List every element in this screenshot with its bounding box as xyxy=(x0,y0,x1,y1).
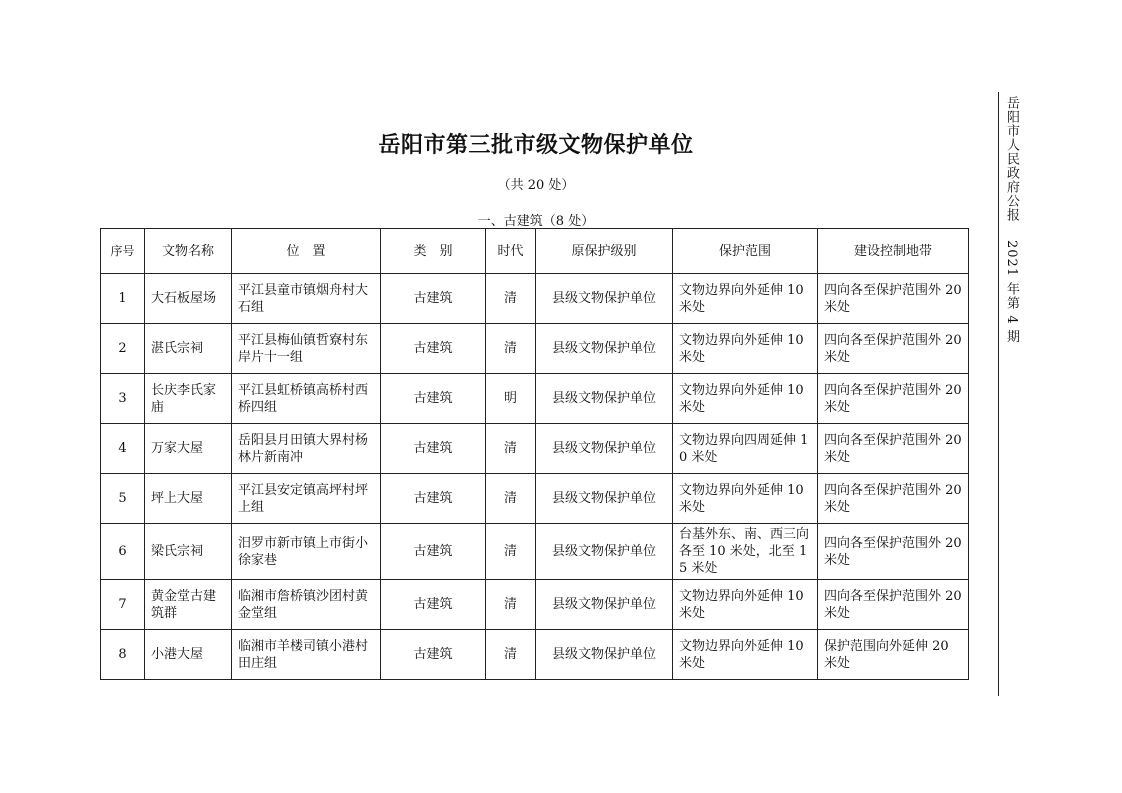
cell-era: 清 xyxy=(486,580,536,630)
cell-category: 古建筑 xyxy=(381,274,486,324)
cell-name: 长庆李氏家庙 xyxy=(145,374,232,424)
cell-control-zone: 四向各至保护范围外 20 米处 xyxy=(818,274,969,324)
header-location: 位 置 xyxy=(232,229,381,274)
relics-table xyxy=(100,228,969,680)
cell-name: 万家大屋 xyxy=(145,424,232,474)
cell-location: 临湘市詹桥镇沙团村黄金堂组 xyxy=(232,580,381,630)
cell-category: 古建筑 xyxy=(381,324,486,374)
header-name: 文物名称 xyxy=(145,229,232,274)
cell-seq: 7 xyxy=(101,580,145,630)
cell-scope: 文物边界向外延伸 10 米处 xyxy=(673,274,818,324)
table-row xyxy=(101,630,969,680)
cell-scope: 文物边界向外延伸 10 米处 xyxy=(673,474,818,524)
cell-category: 古建筑 xyxy=(381,424,486,474)
header-control-zone: 建设控制地带 xyxy=(818,229,969,274)
cell-category: 古建筑 xyxy=(381,524,486,580)
cell-seq: 5 xyxy=(101,474,145,524)
cell-era: 清 xyxy=(486,474,536,524)
cell-scope: 文物边界向外延伸 10 米处 xyxy=(673,580,818,630)
table-row xyxy=(101,274,969,324)
cell-category: 古建筑 xyxy=(381,474,486,524)
cell-original-level: 县级文物保护单位 xyxy=(536,580,673,630)
cell-original-level: 县级文物保护单位 xyxy=(536,424,673,474)
cell-seq: 1 xyxy=(101,274,145,324)
cell-era: 清 xyxy=(486,274,536,324)
cell-control-zone: 四向各至保护范围外 20 米处 xyxy=(818,374,969,424)
table-row xyxy=(101,474,969,524)
document-subtitle: （共 20 处） xyxy=(497,178,575,193)
cell-name: 大石板屋场 xyxy=(145,274,232,324)
document-title: 岳阳市第三批市级文物保护单位 xyxy=(378,132,694,158)
cell-scope: 文物边界向外延伸 10 米处 xyxy=(673,630,818,680)
header-original-level: 原保护级别 xyxy=(536,229,673,274)
cell-name: 湛氏宗祠 xyxy=(145,324,232,374)
cell-control-zone: 四向各至保护范围外 20 米处 xyxy=(818,424,969,474)
side-divider-rule xyxy=(998,92,999,696)
cell-category: 古建筑 xyxy=(381,580,486,630)
table-row xyxy=(101,580,969,630)
cell-location: 平江县童市镇烟舟村大石组 xyxy=(232,274,381,324)
cell-scope: 文物边界向四周延伸 10 米处 xyxy=(673,424,818,474)
cell-seq: 4 xyxy=(101,424,145,474)
cell-location: 临湘市羊楼司镇小港村田庄组 xyxy=(232,630,381,680)
cell-name: 梁氏宗祠 xyxy=(145,524,232,580)
cell-control-zone: 保护范围向外延伸 20 米处 xyxy=(818,630,969,680)
cell-name: 小港大屋 xyxy=(145,630,232,680)
cell-control-zone: 四向各至保护范围外 20 米处 xyxy=(818,524,969,580)
cell-scope: 台基外东、南、西三向各至 10 米处，北至 15 米处 xyxy=(673,524,818,580)
cell-category: 古建筑 xyxy=(381,630,486,680)
cell-original-level: 县级文物保护单位 xyxy=(536,274,673,324)
cell-era: 清 xyxy=(486,424,536,474)
cell-original-level: 县级文物保护单位 xyxy=(536,324,673,374)
cell-category: 古建筑 xyxy=(381,374,486,424)
cell-control-zone: 四向各至保护范围外 20 米处 xyxy=(818,580,969,630)
cell-seq: 6 xyxy=(101,524,145,580)
table-row xyxy=(101,324,969,374)
header-scope: 保护范围 xyxy=(673,229,818,274)
table-header-row xyxy=(101,229,969,274)
cell-original-level: 县级文物保护单位 xyxy=(536,474,673,524)
cell-original-level: 县级文物保护单位 xyxy=(536,524,673,580)
header-category: 类 别 xyxy=(381,229,486,274)
header-era: 时代 xyxy=(486,229,536,274)
cell-scope: 文物边界向外延伸 10 米处 xyxy=(673,324,818,374)
cell-era: 明 xyxy=(486,374,536,424)
header-seq: 序号 xyxy=(101,229,145,274)
table-row xyxy=(101,524,969,580)
cell-seq: 3 xyxy=(101,374,145,424)
cell-control-zone: 四向各至保护范围外 20 米处 xyxy=(818,324,969,374)
section-heading: 一、古建筑（8 处） xyxy=(477,214,595,229)
issue-number: 2021 年第 4 期 xyxy=(1004,240,1019,344)
cell-seq: 8 xyxy=(101,630,145,680)
cell-name: 坪上大屋 xyxy=(145,474,232,524)
cell-original-level: 县级文物保护单位 xyxy=(536,374,673,424)
cell-location: 汨罗市新市镇上市街小徐家巷 xyxy=(232,524,381,580)
cell-scope: 文物边界向外延伸 10 米处 xyxy=(673,374,818,424)
cell-era: 清 xyxy=(486,630,536,680)
cell-original-level: 县级文物保护单位 xyxy=(536,630,673,680)
cell-control-zone: 四向各至保护范围外 20 米处 xyxy=(818,474,969,524)
cell-name: 黄金堂古建筑群 xyxy=(145,580,232,630)
cell-location: 岳阳县月田镇大界村杨林片新南冲 xyxy=(232,424,381,474)
table-row xyxy=(101,374,969,424)
cell-location: 平江县虹桥镇高桥村西桥四组 xyxy=(232,374,381,424)
running-header xyxy=(1002,96,1021,344)
cell-location: 平江县梅仙镇哲寮村东岸片十一组 xyxy=(232,324,381,374)
publication-name: 岳阳市人民政府公报 xyxy=(1004,96,1019,222)
cell-era: 清 xyxy=(486,324,536,374)
cell-location: 平江县安定镇高坪村坪上组 xyxy=(232,474,381,524)
table-row xyxy=(101,424,969,474)
cell-seq: 2 xyxy=(101,324,145,374)
cell-era: 清 xyxy=(486,524,536,580)
